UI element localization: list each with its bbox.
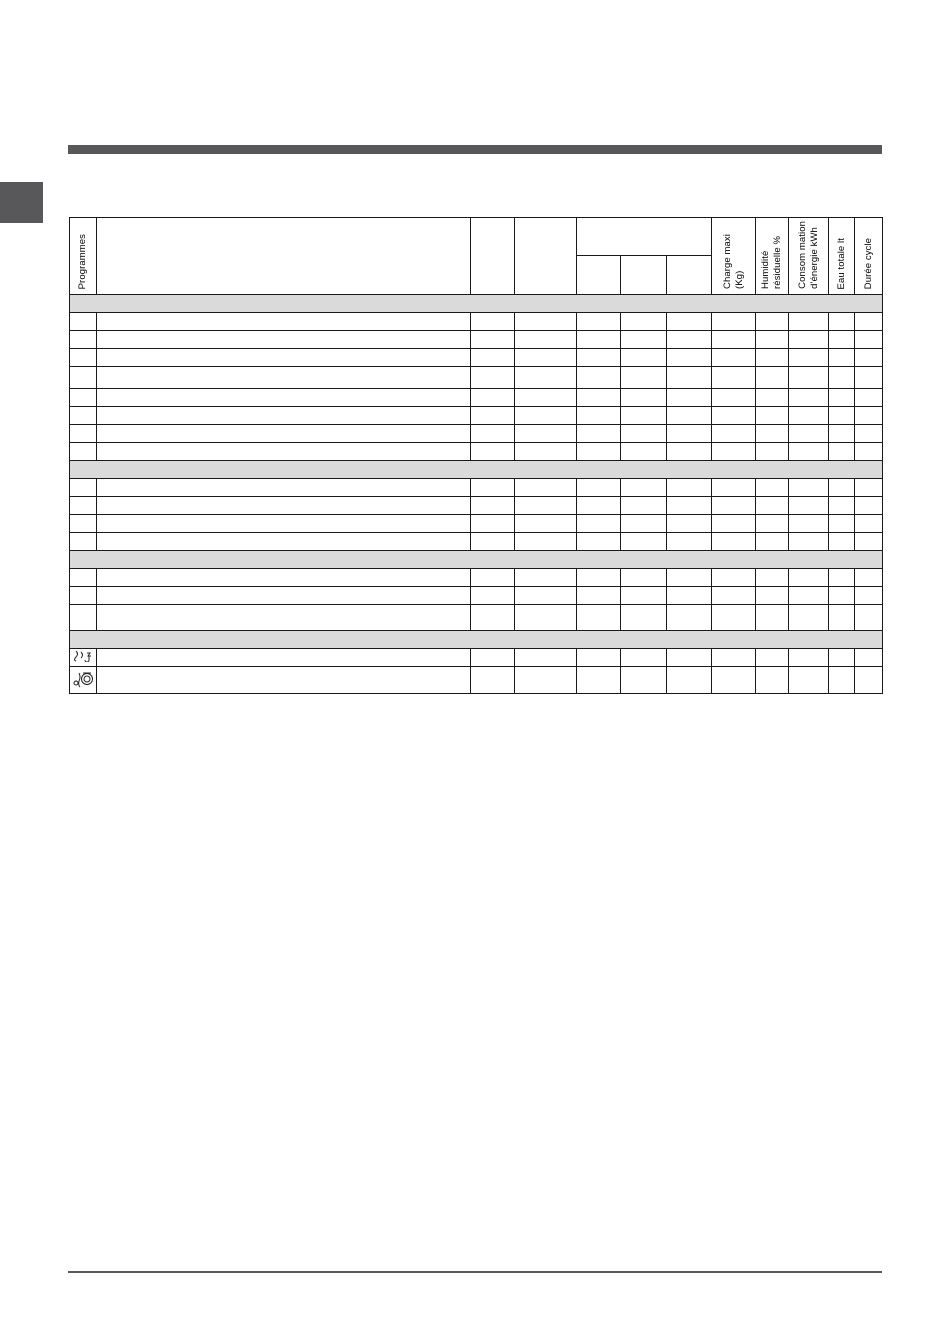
- programmes-table: [69, 217, 883, 694]
- section-separator: [70, 631, 883, 649]
- header-sub-3: [667, 256, 712, 295]
- table-row: [70, 425, 883, 443]
- header-programmes: Programmes: [70, 218, 97, 295]
- section-separator: [70, 295, 883, 313]
- header-humidite: Humidité résiduelle %: [756, 218, 789, 295]
- table-row: [70, 313, 883, 331]
- footer-rule: [68, 1271, 882, 1273]
- header-col-4: [515, 218, 577, 295]
- table-row: [70, 367, 883, 389]
- section-separator: [70, 461, 883, 479]
- table-row: [70, 389, 883, 407]
- header-charge-maxi: Charge maxi (Kg): [712, 218, 756, 295]
- table-row: [70, 515, 883, 533]
- table-row: [70, 497, 883, 515]
- table-row: [70, 349, 883, 367]
- table-row: [70, 569, 883, 587]
- header-group: [577, 218, 712, 256]
- section-separator: [70, 551, 883, 569]
- language-tab: [0, 182, 43, 223]
- table-row: [70, 587, 883, 605]
- table-row: [70, 479, 883, 497]
- table-row: [70, 649, 883, 667]
- header-sub-1: [577, 256, 621, 295]
- wash-spin-icon: [70, 667, 97, 694]
- table-row: [70, 331, 883, 349]
- header-sub-2: [621, 256, 667, 295]
- header-description: [97, 218, 471, 295]
- table-row: [70, 407, 883, 425]
- table-row: [70, 443, 883, 461]
- header-bar: [68, 145, 882, 154]
- table-row: [70, 667, 883, 694]
- header-eau-totale: Eau totale lt: [829, 218, 855, 295]
- header-col-3: [471, 218, 515, 295]
- table-row: [70, 533, 883, 551]
- table-header-row: [70, 218, 883, 256]
- header-duree-cycle: Durée cycle: [855, 218, 883, 295]
- drop-swirl-icon: [70, 649, 97, 667]
- header-consommation: Consom mation d'énergie kWh: [789, 218, 829, 295]
- table-row: [70, 605, 883, 631]
